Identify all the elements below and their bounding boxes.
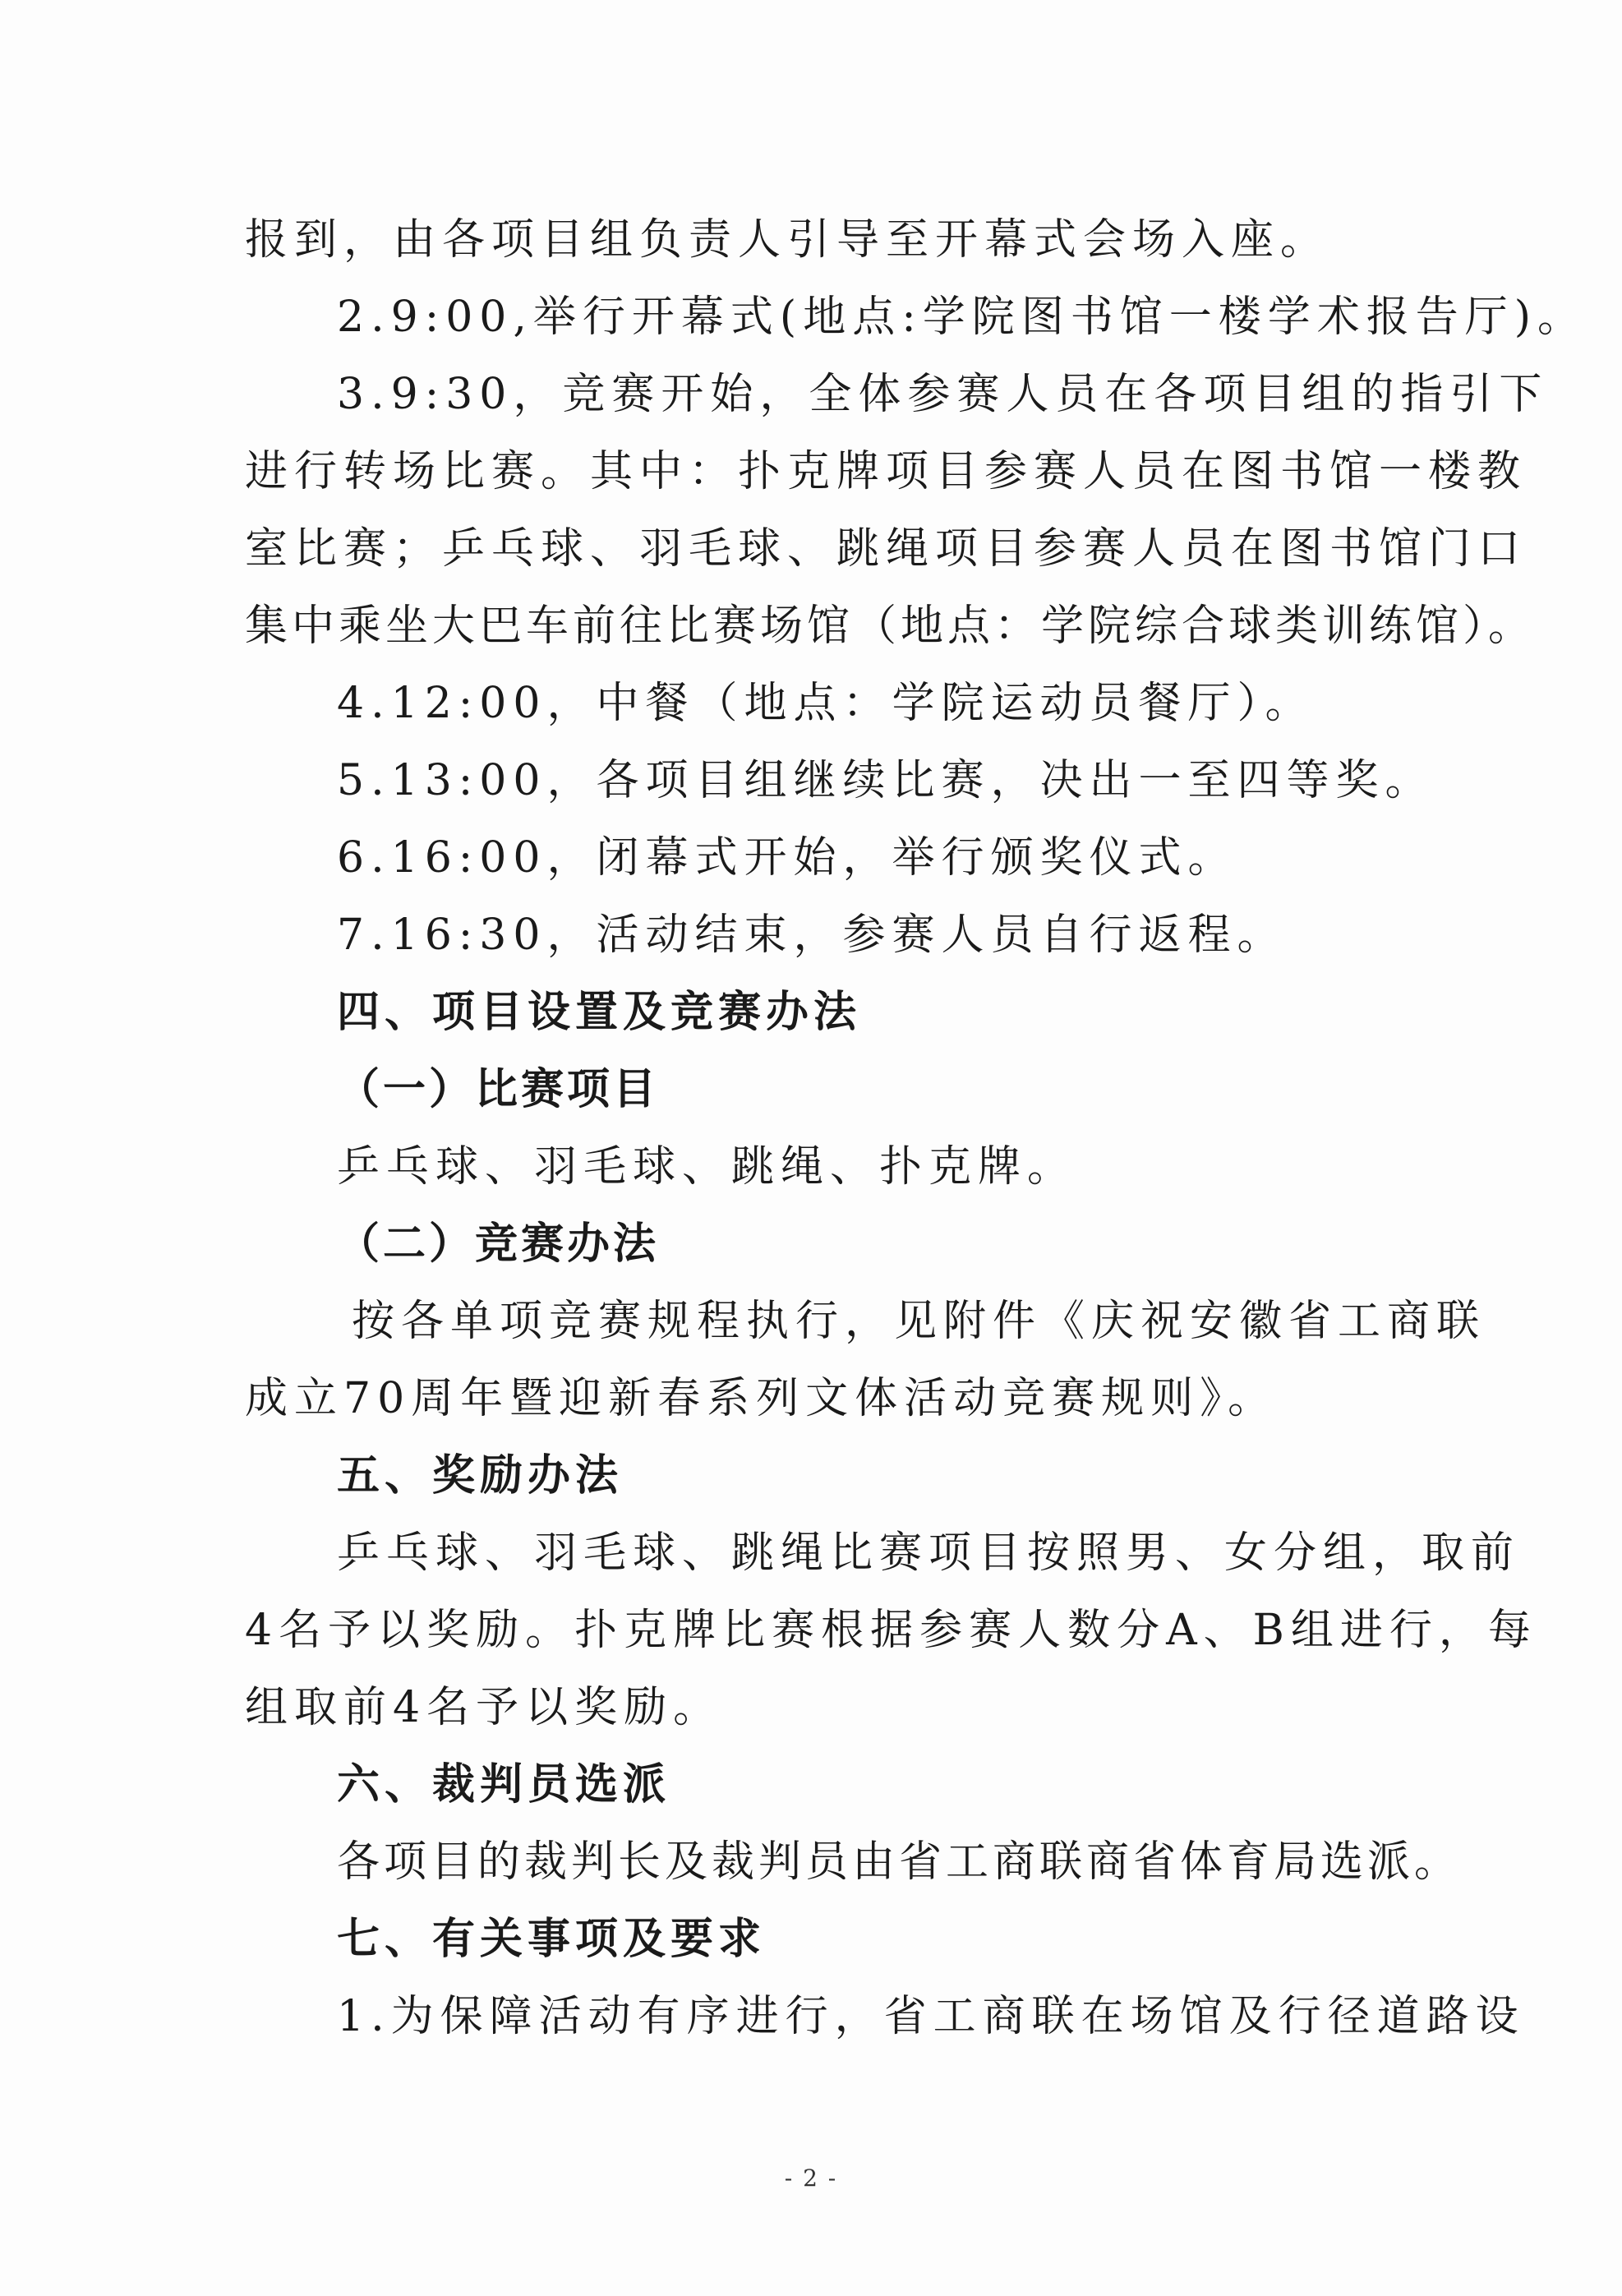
- body-line: 2.9:00,举行开幕式(地点:学院图书馆一楼学术报告厅)。: [337, 293, 1587, 342]
- body-line: 成立70周年暨迎新春系列文体活动竞赛规则》。: [245, 1374, 1278, 1423]
- section-heading: 六、裁判员选派: [337, 1760, 671, 1810]
- body-line: 3.9:30，竞赛开始，全体参赛人员在各项目组的指引下: [337, 370, 1549, 419]
- section-heading: 五、奖励办法: [337, 1451, 624, 1501]
- body-line: 室比赛；乒乓球、羽毛球、跳绳项目参赛人员在图书馆门口: [245, 524, 1528, 574]
- body-line: 乒乓球、羽毛球、跳绳比赛项目按照男、女分组，取前: [337, 1528, 1521, 1578]
- body-line: 组取前4名予以奖励。: [245, 1683, 723, 1732]
- body-line: 乒乓球、羽毛球、跳绳、扑克牌。: [337, 1142, 1077, 1192]
- body-line: 1.为保障活动有序进行，省工商联在场馆及行径道路设: [337, 1992, 1525, 2041]
- body-line: 7.16:30，活动结束，参赛人员自行返程。: [337, 911, 1287, 960]
- subsection-heading: （一）比赛项目: [337, 1065, 660, 1114]
- subsection-heading: （二）竞赛办法: [337, 1219, 660, 1269]
- body-line: 4.12:00，中餐（地点：学院运动员餐厅）。: [337, 679, 1315, 728]
- body-line: 4名予以奖励。扑克牌比赛根据参赛人数分A、B组进行，每: [245, 1606, 1537, 1655]
- body-line: 各项目的裁判长及裁判员由省工商联商省体育局选派。: [337, 1837, 1462, 1887]
- page-number: - 2 -: [784, 2165, 838, 2192]
- body-line: 集中乘坐大巴车前往比赛场馆（地点：学院综合球类训练馆）。: [245, 602, 1536, 651]
- body-line: 按各单项竞赛规程执行，见附件《庆祝安徽省工商联: [352, 1297, 1486, 1346]
- body-line: 5.13:00，各项目组继续比赛，决出一至四等奖。: [337, 756, 1435, 805]
- section-heading: 七、有关事项及要求: [337, 1915, 767, 1964]
- body-line: 进行转场比赛。其中：扑克牌项目参赛人员在图书馆一楼教: [245, 447, 1528, 496]
- body-line: 6.16:00，闭幕式开始，举行颁奖仪式。: [337, 833, 1237, 883]
- body-line: 报到，由各项目组负责人引导至开幕式会场入座。: [245, 215, 1330, 265]
- section-heading: 四、项目设置及竞赛办法: [337, 988, 862, 1037]
